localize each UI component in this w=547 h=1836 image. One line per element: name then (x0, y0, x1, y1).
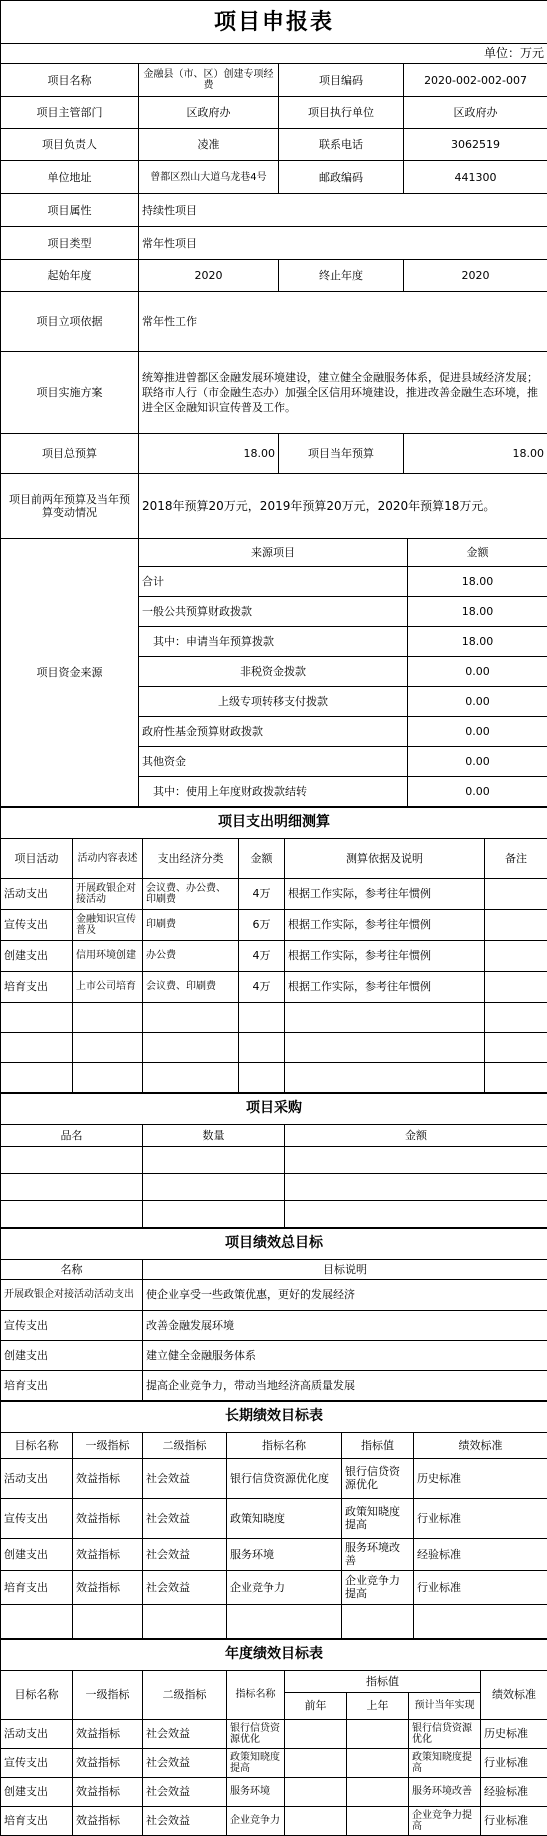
funding-col-source: 来源项目 (139, 539, 408, 566)
purchase-title: 项目采购 (1, 1093, 547, 1124)
annual-cell: 效益指标 (73, 1748, 143, 1777)
total-label: 项目总预算 (1, 434, 139, 474)
funding-row-amount: 18.00 (408, 626, 547, 656)
goal-name: 开展政银企对接活动活动支出 (1, 1279, 143, 1310)
funding-row-amount: 0.00 (408, 746, 547, 776)
longterm-header: 指标名称 (227, 1432, 342, 1458)
longterm-header: 指标值 (342, 1432, 414, 1458)
plan-value: 统筹推进曾都区金融发展环境建设，建立健全金融服务体系，促进县域经济发展；联络市人行（市金融生态办）加强全区信用环境建设，推进改善金融生态环境，推进全区金融知识宣传普及工作。 (139, 352, 547, 434)
longterm-cell: 政策知晓度提高 (342, 1498, 414, 1538)
basis-value: 常年性工作 (139, 292, 547, 352)
addr-label: 单位地址 (1, 161, 139, 194)
purchase-header: 数量 (143, 1124, 285, 1146)
attr-label: 项目属性 (1, 194, 139, 227)
year-value: 18.00 (404, 434, 547, 474)
table-row (1, 909, 547, 940)
annual-cell: 政策知晓度提高 (409, 1748, 481, 1777)
annual-cell: 活动支出 (1, 1719, 73, 1748)
longterm-cell: 宣传支出 (1, 1498, 73, 1538)
annual-cell: 银行信贷资源优化 (409, 1719, 481, 1748)
annual-table (0, 1639, 547, 1836)
expense-cell: 开展政银企对接活动 (73, 878, 143, 909)
annual-cell: 政策知晓度提高 (227, 1748, 285, 1777)
leader-label: 项目负责人 (1, 129, 139, 161)
table-row (1, 1370, 547, 1400)
funding-row-name: 其他资金 (139, 746, 408, 776)
expense-cell: 4万 (239, 878, 285, 909)
annual-cell (285, 1806, 347, 1835)
annual-cell: 企业竞争力 (227, 1806, 285, 1835)
longterm-cell: 企业竞争力 (227, 1570, 342, 1604)
expense-cell (485, 909, 547, 940)
table-row (1, 1310, 547, 1340)
annual-cell (347, 1719, 409, 1748)
funding-row-name: 其中：申请当年预算拨款 (139, 626, 408, 656)
table-row (1, 1340, 547, 1370)
annual-cell (347, 1748, 409, 1777)
longterm-cell: 服务环境改善 (342, 1538, 414, 1570)
longterm-cell: 行业标准 (414, 1570, 547, 1604)
longterm-header: 绩效标准 (414, 1432, 547, 1458)
longterm-cell: 效益指标 (73, 1458, 143, 1498)
start-value: 2020 (139, 260, 279, 292)
table-row (1, 1806, 547, 1835)
table-row (1, 1146, 547, 1173)
change-value: 2018年预算20万元，2019年预算20万元，2020年预算18万元。 (139, 474, 547, 539)
longterm-cell: 活动支出 (1, 1458, 73, 1498)
annual-header: 一级指标 (73, 1670, 143, 1719)
exec-value: 区政府办 (404, 97, 547, 129)
table-row (1, 1570, 547, 1604)
funding-col-amount: 金额 (408, 539, 547, 566)
funding-row-amount: 0.00 (408, 656, 547, 686)
goal-header: 目标说明 (143, 1259, 547, 1279)
longterm-header: 目标名称 (1, 1432, 73, 1458)
funding-row-name: 一般公共预算财政拨款 (139, 596, 408, 626)
exec-label: 项目执行单位 (279, 97, 404, 129)
type-value: 常年性项目 (139, 227, 547, 260)
annual-cell: 社会效益 (143, 1777, 227, 1806)
type-label: 项目类型 (1, 227, 139, 260)
annual-header: 二级指标 (143, 1670, 227, 1719)
expense-cell: 宣传支出 (1, 909, 73, 940)
purchase-header: 金额 (285, 1124, 547, 1146)
funding-row-amount: 0.00 (408, 716, 547, 746)
goal-name: 培育支出 (1, 1370, 143, 1400)
expense-cell (485, 940, 547, 971)
code-value: 2020-002-002-007 (404, 64, 547, 97)
annual-cell: 行业标准 (481, 1748, 547, 1777)
table-row (1, 1002, 547, 1032)
table-row (1, 1538, 547, 1570)
expense-cell: 会议费、印刷费 (143, 971, 239, 1002)
longterm-cell: 经验标准 (414, 1538, 547, 1570)
expense-cell: 活动支出 (1, 878, 73, 909)
expense-header: 备注 (485, 838, 547, 878)
table-row (1, 1458, 547, 1498)
table-row (1, 1719, 547, 1748)
expense-cell: 信用环境创建 (73, 940, 143, 971)
expense-cell: 金融知识宣传普及 (73, 909, 143, 940)
goal-header: 名称 (1, 1259, 143, 1279)
funding-row-amount: 0.00 (408, 776, 547, 806)
annual-cell (285, 1777, 347, 1806)
funding-row-amount: 18.00 (408, 566, 547, 596)
annual-cell: 历史标准 (481, 1719, 547, 1748)
goal-title: 项目绩效总目标 (1, 1228, 547, 1259)
expense-header: 项目活动 (1, 838, 73, 878)
longterm-cell: 政策知晓度 (227, 1498, 342, 1538)
longterm-cell: 效益指标 (73, 1570, 143, 1604)
unit-label: 单位：万元 (1, 44, 547, 64)
expense-header: 支出经济分类 (143, 838, 239, 878)
expense-header: 金额 (239, 838, 285, 878)
annual-subheader: 前年 (285, 1692, 347, 1719)
start-label: 起始年度 (1, 260, 139, 292)
code-label: 项目编码 (279, 64, 404, 97)
table-row (1, 1777, 547, 1806)
longterm-cell: 企业竞争力提高 (342, 1570, 414, 1604)
name-label: 项目名称 (1, 64, 139, 97)
annual-cell: 宣传支出 (1, 1748, 73, 1777)
table-row (1, 940, 547, 971)
longterm-header: 一级指标 (73, 1432, 143, 1458)
goal-desc: 提高企业竞争力，带动当地经济高质量发展 (143, 1370, 547, 1400)
table-row (1, 1498, 547, 1538)
longterm-title: 长期绩效目标表 (1, 1401, 547, 1432)
attr-value: 持续性项目 (139, 194, 547, 227)
annual-cell: 经验标准 (481, 1777, 547, 1806)
expense-cell: 4万 (239, 940, 285, 971)
annual-title: 年度绩效目标表 (1, 1639, 547, 1670)
dept-value: 区政府办 (139, 97, 279, 129)
annual-cell: 培育支出 (1, 1806, 73, 1835)
phone-label: 联系电话 (279, 129, 404, 161)
phone-value: 3062519 (404, 129, 547, 161)
table-row (1, 1604, 547, 1638)
longterm-cell: 银行信贷资源优化 (342, 1458, 414, 1498)
goal-table (0, 1228, 547, 1401)
longterm-cell: 社会效益 (143, 1498, 227, 1538)
annual-cell: 效益指标 (73, 1719, 143, 1748)
annual-cell: 效益指标 (73, 1806, 143, 1835)
longterm-cell: 社会效益 (143, 1458, 227, 1498)
annual-cell: 社会效益 (143, 1806, 227, 1835)
annual-cell: 行业标准 (481, 1806, 547, 1835)
goal-desc: 建立健全金融服务体系 (143, 1340, 547, 1370)
table-row (1, 1173, 547, 1200)
basis-label: 项目立项依据 (1, 292, 139, 352)
longterm-cell: 社会效益 (143, 1538, 227, 1570)
expense-cell: 印刷费 (143, 909, 239, 940)
page-title: 项目申报表 (1, 1, 547, 44)
funding-table (0, 539, 547, 807)
goal-name: 创建支出 (1, 1340, 143, 1370)
funding-row-name: 上级专项转移支付拨款 (139, 686, 408, 716)
table-row (1, 971, 547, 1002)
zip-label: 邮政编码 (279, 161, 404, 194)
table-row (1, 878, 547, 909)
annual-subheader: 预计当年实现 (409, 1692, 481, 1719)
longterm-cell: 培育支出 (1, 1570, 73, 1604)
basic-info-table (0, 0, 547, 539)
expense-cell: 办公费 (143, 940, 239, 971)
longterm-cell: 创建支出 (1, 1538, 73, 1570)
table-row (1, 1279, 547, 1310)
funding-row-name: 政府性基金预算财政拨款 (139, 716, 408, 746)
purchase-table (0, 1093, 547, 1228)
funding-row-amount: 18.00 (408, 596, 547, 626)
expense-cell: 根据工作实际，参考往年惯例 (285, 940, 485, 971)
dept-label: 项目主管部门 (1, 97, 139, 129)
goal-desc: 使企业享受一些政策优惠，更好的发展经济 (143, 1279, 547, 1310)
annual-subheader: 上年 (347, 1692, 409, 1719)
end-label: 终止年度 (279, 260, 404, 292)
annual-cell (347, 1777, 409, 1806)
annual-header: 目标名称 (1, 1670, 73, 1719)
table-row (1, 1748, 547, 1777)
expense-header: 活动内容表述 (73, 838, 143, 878)
annual-cell (347, 1806, 409, 1835)
goal-name: 宣传支出 (1, 1310, 143, 1340)
total-value: 18.00 (139, 434, 279, 474)
annual-header: 指标值 (285, 1670, 481, 1692)
zip-value: 441300 (404, 161, 547, 194)
longterm-cell: 银行信贷资源优化度 (227, 1458, 342, 1498)
longterm-cell: 服务环境 (227, 1538, 342, 1570)
longterm-header: 二级指标 (143, 1432, 227, 1458)
annual-cell (285, 1719, 347, 1748)
table-row (1, 1200, 547, 1227)
annual-header: 指标名称 (227, 1670, 285, 1719)
longterm-cell: 历史标准 (414, 1458, 547, 1498)
expense-cell: 会议费、办公费、印刷费 (143, 878, 239, 909)
expense-cell: 6万 (239, 909, 285, 940)
annual-cell: 效益指标 (73, 1777, 143, 1806)
annual-cell: 企业竞争力提高 (409, 1806, 481, 1835)
expense-table (0, 807, 547, 1093)
expense-cell: 创建支出 (1, 940, 73, 971)
annual-cell: 社会效益 (143, 1748, 227, 1777)
annual-cell (285, 1748, 347, 1777)
leader-value: 凌准 (139, 129, 279, 161)
expense-cell: 根据工作实际，参考往年惯例 (285, 878, 485, 909)
expense-cell (485, 971, 547, 1002)
expense-cell: 4万 (239, 971, 285, 1002)
funding-row-name: 其中：使用上年度财政拨款结转 (139, 776, 408, 806)
annual-cell: 社会效益 (143, 1719, 227, 1748)
annual-cell: 银行信贷资源优化 (227, 1719, 285, 1748)
expense-title: 项目支出明细测算 (1, 807, 547, 838)
annual-header: 绩效标准 (481, 1670, 547, 1719)
name-value: 金融县（市、区）创建专项经费 (139, 64, 279, 97)
annual-cell: 创建支出 (1, 1777, 73, 1806)
funding-row-amount: 0.00 (408, 686, 547, 716)
expense-cell: 根据工作实际，参考往年惯例 (285, 909, 485, 940)
expense-header: 测算依据及说明 (285, 838, 485, 878)
funding-row-name: 非税资金拨款 (139, 656, 408, 686)
funding-row-name: 合计 (139, 566, 408, 596)
end-value: 2020 (404, 260, 547, 292)
longterm-cell: 社会效益 (143, 1570, 227, 1604)
funding-label: 项目资金来源 (1, 539, 139, 806)
longterm-cell: 效益指标 (73, 1538, 143, 1570)
expense-cell: 上市公司培育 (73, 971, 143, 1002)
longterm-table (0, 1401, 547, 1639)
change-label: 项目前两年预算及当年预算变动情况 (1, 474, 139, 539)
plan-label: 项目实施方案 (1, 352, 139, 434)
year-label: 项目当年预算 (279, 434, 404, 474)
goal-desc: 改善金融发展环境 (143, 1310, 547, 1340)
expense-cell (485, 878, 547, 909)
purchase-header: 品名 (1, 1124, 143, 1146)
longterm-cell: 行业标准 (414, 1498, 547, 1538)
longterm-cell: 效益指标 (73, 1498, 143, 1538)
table-row (1, 1032, 547, 1062)
expense-cell: 根据工作实际，参考往年惯例 (285, 971, 485, 1002)
annual-cell: 服务环境改善 (409, 1777, 481, 1806)
table-row (1, 1062, 547, 1092)
expense-cell: 培育支出 (1, 971, 73, 1002)
annual-cell: 服务环境 (227, 1777, 285, 1806)
addr-value: 曾都区烈山大道乌龙巷4号 (139, 161, 279, 194)
